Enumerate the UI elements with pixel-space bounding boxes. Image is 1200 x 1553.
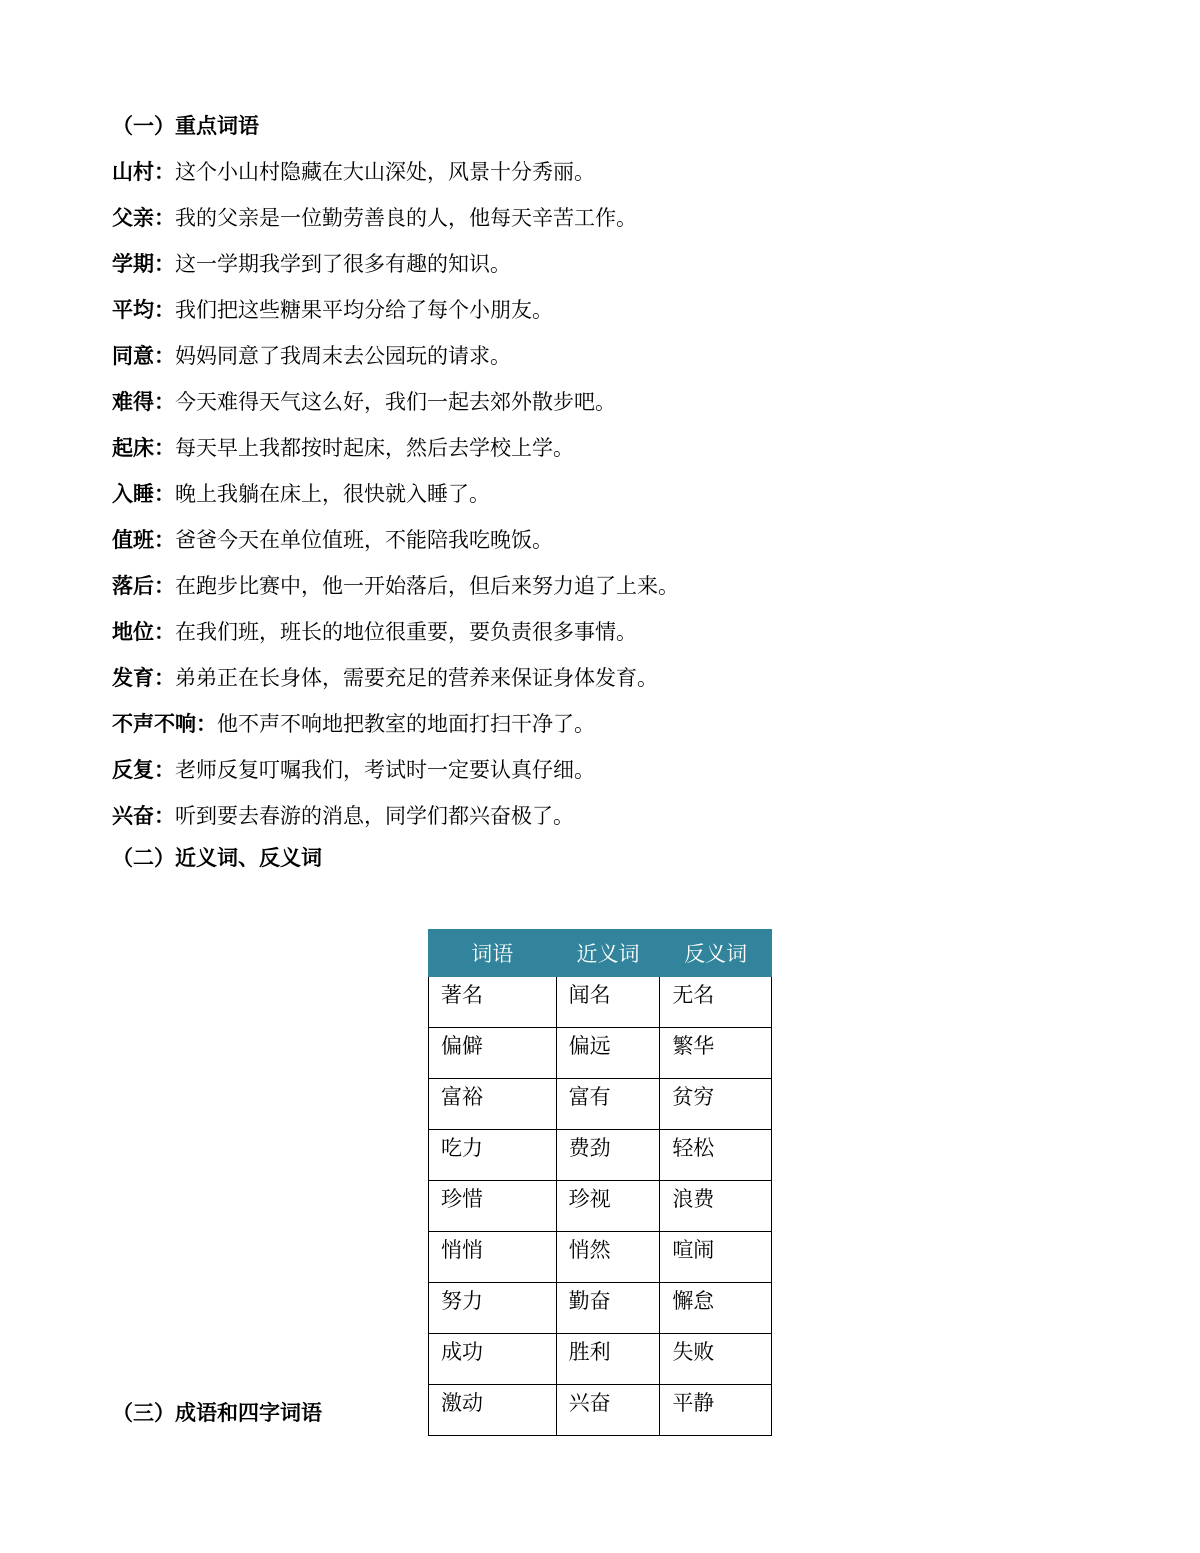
column-header-antonym: 反义词: [660, 930, 772, 977]
section-title-idioms: （三）成语和四字词语: [112, 1401, 322, 1425]
entry-sentence: 爸爸今天在单位值班，不能陪我吃晚饭。: [175, 528, 553, 552]
word-entry: [112, 800, 1112, 846]
table-cell-antonym: 失败: [660, 1334, 772, 1385]
table-cell-word: 激动: [429, 1385, 557, 1436]
table-cell-antonym: 浪费: [660, 1181, 772, 1232]
entry-term: 反复：: [112, 758, 175, 782]
entry-sentence: 妈妈同意了我周末去公园玩的请求。: [175, 344, 511, 368]
table-cell-synonym: 兴奋: [556, 1385, 660, 1436]
section-title-synonyms-antonyms: （二）近义词、反义词: [112, 846, 322, 870]
word-entry: [112, 202, 1112, 248]
entry-sentence: 我的父亲是一位勤劳善良的人，他每天辛苦工作。: [175, 206, 637, 230]
word-entry: [112, 662, 1112, 708]
table-cell-antonym: 轻松: [660, 1130, 772, 1181]
table-cell-synonym: 勤奋: [556, 1283, 660, 1334]
table-cell-antonym: 无名: [660, 977, 772, 1028]
table-cell-synonym: 胜利: [556, 1334, 660, 1385]
table-cell-word: 吃力: [429, 1130, 557, 1181]
entry-term: 学期：: [112, 252, 175, 276]
table-cell-word: 努力: [429, 1283, 557, 1334]
table-row: [429, 1283, 772, 1334]
table-cell-antonym: 繁华: [660, 1028, 772, 1079]
entry-term: 平均：: [112, 298, 175, 322]
entry-sentence: 听到要去春游的消息，同学们都兴奋极了。: [175, 804, 574, 828]
column-header-word: 词语: [429, 930, 557, 977]
entry-term: 入睡：: [112, 482, 175, 506]
table-row: [429, 1334, 772, 1385]
entry-sentence: 这一学期我学到了很多有趣的知识。: [175, 252, 511, 276]
table-cell-word: 成功: [429, 1334, 557, 1385]
table-cell-synonym: 珍视: [556, 1181, 660, 1232]
synonym-antonym-table: [428, 929, 772, 1436]
table-cell-word: 悄悄: [429, 1232, 557, 1283]
table-cell-synonym: 偏远: [556, 1028, 660, 1079]
table-cell-word: 著名: [429, 977, 557, 1028]
entry-term: 难得：: [112, 390, 175, 414]
table-cell-antonym: 喧闹: [660, 1232, 772, 1283]
entry-sentence: 老师反复叮嘱我们，考试时一定要认真仔细。: [175, 758, 595, 782]
table-row: [429, 1130, 772, 1181]
table-cell-synonym: 闻名: [556, 977, 660, 1028]
table-cell-antonym: 懈怠: [660, 1283, 772, 1334]
entry-term: 起床：: [112, 436, 175, 460]
table-header-row: [429, 930, 772, 977]
table-cell-synonym: 悄然: [556, 1232, 660, 1283]
table-cell-word: 珍惜: [429, 1181, 557, 1232]
entry-term: 落后：: [112, 574, 175, 598]
table-cell-word: 偏僻: [429, 1028, 557, 1079]
entry-sentence: 弟弟正在长身体，需要充足的营养来保证身体发育。: [175, 666, 658, 690]
table-cell-synonym: 富有: [556, 1079, 660, 1130]
entry-sentence: 今天难得天气这么好，我们一起去郊外散步吧。: [175, 390, 616, 414]
word-entry: [112, 156, 1112, 202]
table-row: [429, 1079, 772, 1130]
table-row: [429, 1028, 772, 1079]
entry-sentence: 我们把这些糖果平均分给了每个小朋友。: [175, 298, 553, 322]
word-entry: [112, 616, 1112, 662]
table-cell-synonym: 费劲: [556, 1130, 660, 1181]
entry-term: 地位：: [112, 620, 175, 644]
entry-term: 不声不响：: [112, 712, 217, 736]
entry-sentence: 每天早上我都按时起床，然后去学校上学。: [175, 436, 574, 460]
table-cell-antonym: 平静: [660, 1385, 772, 1436]
word-entry: [112, 386, 1112, 432]
entry-term: 父亲：: [112, 206, 175, 230]
entry-term: 发育：: [112, 666, 175, 690]
entry-sentence: 这个小山村隐藏在大山深处，风景十分秀丽。: [175, 160, 595, 184]
section-title-key-words: （一）重点词语: [112, 114, 259, 138]
table-cell-antonym: 贫穷: [660, 1079, 772, 1130]
word-entry: [112, 754, 1112, 800]
word-entry: [112, 248, 1112, 294]
word-entry: [112, 708, 1112, 754]
table-cell-word: 富裕: [429, 1079, 557, 1130]
entry-sentence: 在我们班，班长的地位很重要，要负责很多事情。: [175, 620, 637, 644]
table-row: [429, 977, 772, 1028]
table-row: [429, 1232, 772, 1283]
word-entry: [112, 570, 1112, 616]
entry-sentence: 在跑步比赛中，他一开始落后，但后来努力追了上来。: [175, 574, 679, 598]
word-entry: [112, 432, 1112, 478]
word-entry: [112, 478, 1112, 524]
table-row: [429, 1385, 772, 1436]
entry-term: 兴奋：: [112, 804, 175, 828]
key-words-list: [112, 156, 1112, 846]
entry-sentence: 晚上我躺在床上，很快就入睡了。: [175, 482, 490, 506]
word-entry: [112, 340, 1112, 386]
entry-term: 值班：: [112, 528, 175, 552]
table-row: [429, 1181, 772, 1232]
entry-term: 山村：: [112, 160, 175, 184]
word-entry: [112, 524, 1112, 570]
entry-term: 同意：: [112, 344, 175, 368]
word-entry: [112, 294, 1112, 340]
entry-sentence: 他不声不响地把教室的地面打扫干净了。: [217, 712, 595, 736]
column-header-synonym: 近义词: [556, 930, 660, 977]
